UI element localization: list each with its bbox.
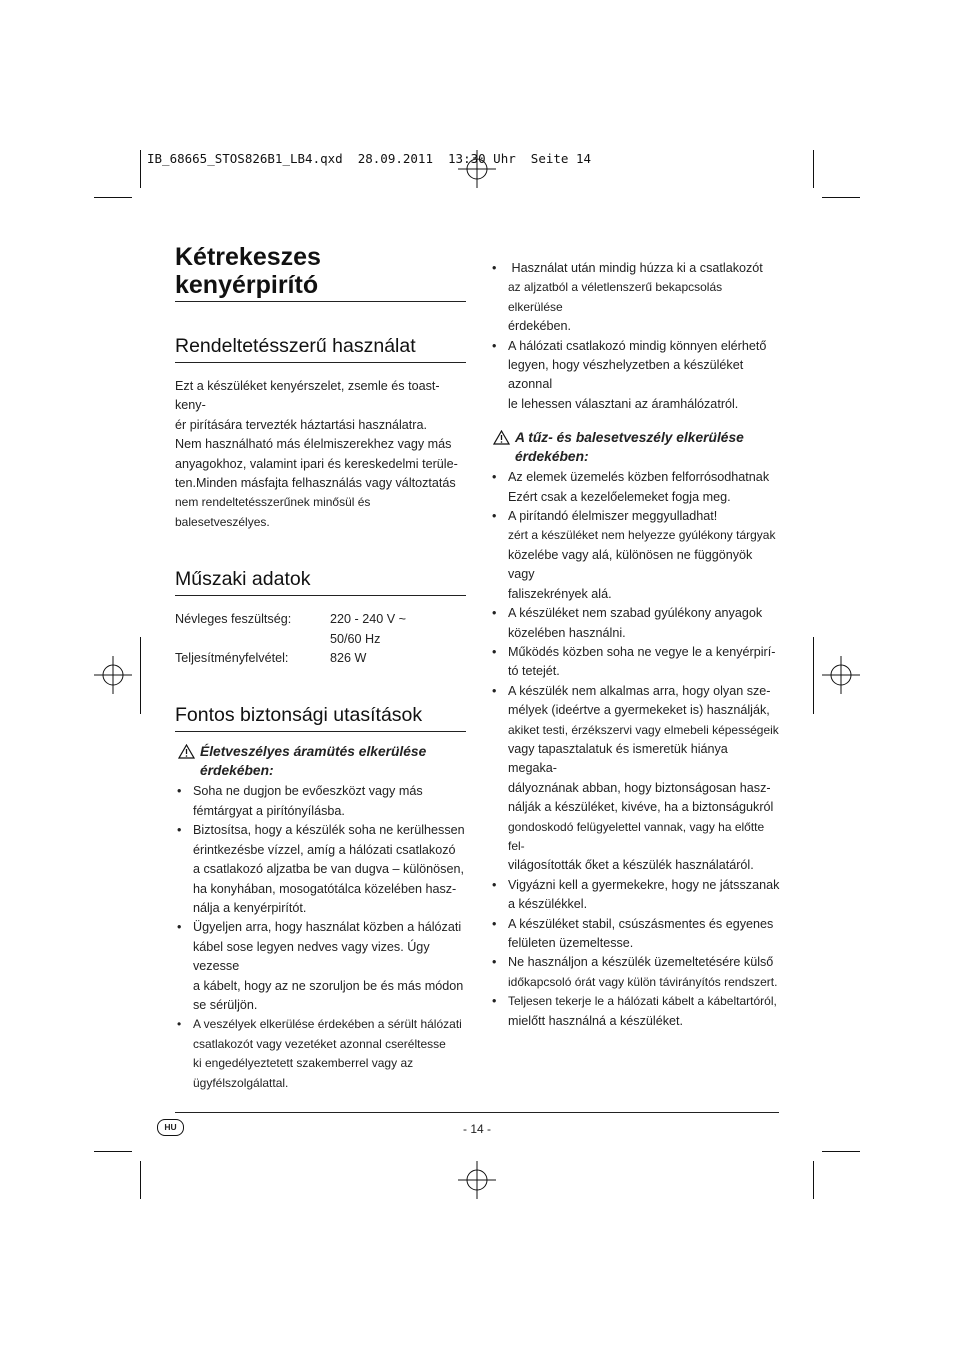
fire-hazard-list <box>490 468 780 1031</box>
crop-mark <box>813 150 814 188</box>
list-item: • Teljesen tekerje le a hálózati kábelt a kábeltartóról, mielőtt használná a készüléket. <box>490 992 780 1031</box>
crop-mark <box>813 1161 814 1199</box>
footer-rule <box>175 1112 779 1113</box>
list-item: • Soha ne dugjon be evőeszközt vagy más fémtárgyat a pirítónyílásba. <box>175 782 466 821</box>
spec-value: 220 - 240 V ~ <box>330 612 406 627</box>
list-item: • Működés közben soha ne vegye le a kenyérpirí- tó tetejét. <box>490 643 780 682</box>
list-item: • A hálózati csatlakozó mindig könnyen elérhető legyen, hogy vészhelyzetben a készüléket azonnal le lehessen választani az áramhálózatról. <box>490 337 780 415</box>
list-item: • Biztosítsa, hogy a készülék soha ne kerülhessen érintkezésbe vízzel, amíg a hálózati csatlakozó a csatlakozó aljzatba be van dugva – különösen, ha konyhában, mosogatótálca közelében hasz- nálja a kenyérpirítót. <box>175 821 466 918</box>
electric-shock-list <box>175 782 466 1093</box>
technical-data-table <box>175 610 466 668</box>
section-heading-technical-data: Műszaki adatok <box>175 568 311 591</box>
warning-heading-fire: A tűz- és balesetveszély elkerülése érdekében: <box>490 428 780 466</box>
crop-mark <box>94 197 132 198</box>
list-item: • A veszélyek elkerülése érdekében a sérült hálózati csatlakozót vagy vezetéket azonnal cseréltesse ki engedélyeztetett szakemberrel vagy az ügyfélszolgálattal. <box>175 1015 466 1093</box>
warning-triangle-icon <box>493 430 510 445</box>
registration-mark-icon <box>822 656 860 694</box>
page-title <box>175 243 466 299</box>
list-item: • A pirítandó élelmiszer meggyulladhat! zért a készüléket nem helyezze gyúlékony tárgyak közelébe vagy alá, különösen ne függönyök vagy faliszekrények alá. <box>490 507 780 604</box>
spec-value: 826 W <box>330 651 367 666</box>
page-title-line: Kétrekeszes <box>175 243 321 271</box>
list-item: • A készüléket stabil, csúszásmentes és egyenes felületen üzemeltesse. <box>490 915 780 954</box>
print-slug-header: IB_68665_STOS826B1_LB4.qxd 28.09.2011 13:30 Uhr Seite 14 <box>147 151 592 166</box>
section-heading-intended-use: Rendeltetésszerű használat <box>175 335 416 357</box>
spec-value: 50/60 Hz <box>330 631 381 646</box>
crop-mark <box>140 1161 141 1199</box>
page-title-block <box>175 243 466 302</box>
registration-mark-icon <box>94 656 132 694</box>
crop-mark <box>140 637 141 714</box>
crop-mark <box>822 1151 860 1152</box>
crop-mark <box>822 197 860 198</box>
warning-triangle-icon <box>178 744 195 759</box>
list-item: • Ügyeljen arra, hogy használat közben a hálózati kábel sose legyen nedves vagy vizes. Úgy vezesse a kábelt, hogy az ne szoruljon be és más módon se sérüljön. <box>175 918 466 1015</box>
list-item: • Vigyázni kell a gyermekekre, hogy ne játsszanak a készülékkel. <box>490 876 780 915</box>
left-column <box>175 243 466 1093</box>
intended-use-text: Ezt a készüléket kenyérszelet, zsemle és toast-keny- ér pirítására tervezték háztartási használatra. Nem használható más élelmiszerekhez vagy más anyagokhoz, valamint ipari és kereskedelmi terüle- ten.Minden másfajta felhasználás vagy változtatás nem rendeltetésszerűnek minősül és balesetveszélyes. <box>175 379 458 529</box>
safety-list-top <box>490 259 780 414</box>
spec-label: Névleges feszültség: <box>175 612 292 627</box>
page-title-line: kenyérpirító <box>175 271 319 299</box>
list-item: • A készüléket nem szabad gyúlékony anyagok közelében használni. <box>490 604 780 643</box>
section-heading-block <box>175 334 466 363</box>
list-item: • Használat után mindig húzza ki a csatlakozót az aljzatból a véletlenszerű bekapcsolás elkerülése érdekében. <box>490 259 780 337</box>
section-heading-block <box>175 703 466 732</box>
warning-heading-electric-shock: Életveszélyes áramütés elkerülése érdekében: <box>175 742 466 780</box>
spec-label: Teljesítményfelvétel: <box>175 651 289 666</box>
section-heading-safety: Fontos biztonsági utasítások <box>175 704 423 727</box>
list-item: • A készülék nem alkalmas arra, hogy olyan sze- mélyek (ideértve a gyermekeket is) használják, akiket testi, érzékszervi vagy elmebeli képességeik vagy tapasztalatuk és ismeretük hiánya megaka- dályoznának abban, hogy biztonságosan hasz- nálják a készüléket, kivéve, ha a biztonságukról gondoskodó felügyelettel vannak, vagy ha előtte fel- világosították őket a készülék használatáról. <box>490 682 780 876</box>
registration-mark-icon <box>458 1161 496 1199</box>
right-column <box>490 259 780 1031</box>
crop-mark <box>140 150 141 188</box>
crop-mark <box>813 637 814 714</box>
list-item: • Ne használjon a készülék üzemeltetésére külső időkapcsoló órát vagy külön távirányítós rendszert. <box>490 953 780 992</box>
crop-mark <box>94 1151 132 1152</box>
language-badge: HU <box>157 1119 184 1136</box>
list-item: • Az elemek üzemelés közben felforrósodhatnak Ezért csak a kezelőelemeket fogja meg. <box>490 468 780 507</box>
spec-label <box>175 630 330 649</box>
page-number: - 14 - <box>462 1122 491 1136</box>
section-heading-block <box>175 567 466 596</box>
